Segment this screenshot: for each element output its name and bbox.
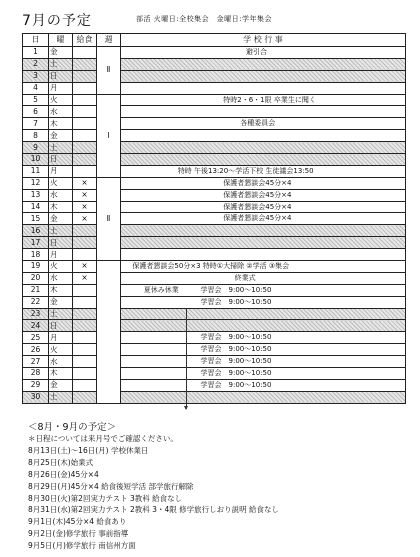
header-note: 部活 火曜日:全校集会 金曜日:学年集会 — [136, 15, 272, 23]
table-row — [23, 106, 406, 118]
weekday-cell: 火 — [49, 94, 73, 106]
week-cell — [97, 261, 121, 404]
page-title: 7月の予定 — [22, 13, 92, 29]
day-cell: 12 — [23, 177, 49, 189]
events-cell — [121, 391, 406, 403]
lunch-cell — [73, 356, 97, 368]
table-row — [23, 249, 406, 261]
table-row — [23, 177, 406, 189]
events-cell — [121, 189, 406, 201]
footer-line: 8月25日(木)始業式 — [28, 457, 94, 467]
weekday-cell: 水 — [49, 106, 73, 118]
event-text: 学習会 9:00～10:50 — [200, 333, 272, 342]
event-text: 特時2・6・1限 卒業生に聞く — [223, 95, 316, 104]
day-cell: 30 — [23, 391, 49, 403]
lunch-cell — [73, 284, 97, 296]
weekday-cell: 月 — [49, 332, 73, 344]
footer-line: 8月31日(水)第2回実力テスト 2教科 3・4限 修学旅行しおり説明 給食なし — [28, 505, 279, 515]
events-cell — [121, 177, 406, 189]
table-row — [23, 58, 406, 70]
day-cell: 29 — [23, 379, 49, 391]
weekday-cell: 土 — [49, 58, 73, 70]
weekday-cell: 水 — [49, 272, 73, 284]
table-row — [23, 47, 406, 59]
events-cell — [121, 201, 406, 213]
footer-line: 9月5日(月)修学旅行 南信州方面 — [28, 541, 136, 551]
day-cell: 2 — [23, 58, 49, 70]
event-text: 保護者懇談会45分×4 — [223, 190, 292, 199]
weekday-cell: 日 — [49, 320, 73, 332]
weekday-cell: 月 — [49, 165, 73, 177]
events-cell — [121, 368, 406, 380]
events-cell — [121, 356, 406, 368]
events-cell — [121, 225, 406, 237]
lunch-cell — [73, 82, 97, 94]
lunch-cell — [73, 106, 97, 118]
week-cell: Ⅰ — [97, 94, 121, 177]
events-cell — [121, 142, 406, 154]
table-row — [23, 391, 406, 403]
events-cell — [121, 154, 406, 166]
table-row — [23, 332, 406, 344]
lunch-cell: × — [73, 177, 97, 189]
lunch-cell — [73, 391, 97, 403]
lunch-cell — [73, 344, 97, 356]
weekday-cell: 日 — [49, 154, 73, 166]
footer-line: 8月13日(土)～16日(月) 学校休業日 — [28, 445, 149, 455]
header-week: 週 — [97, 34, 121, 47]
lunch-cell — [73, 94, 97, 106]
day-cell: 28 — [23, 368, 49, 380]
lunch-cell: × — [73, 201, 97, 213]
day-cell: 7 — [23, 118, 49, 130]
week-cell: Ⅱ — [97, 177, 121, 260]
event-text: 学習会 9:00～10:50 — [200, 345, 272, 354]
footer-line: 8月30日(火)第2回実力テスト 3教科 給食なし — [28, 493, 183, 503]
day-cell: 18 — [23, 249, 49, 261]
day-cell: 26 — [23, 344, 49, 356]
table-row — [23, 118, 406, 130]
table-row — [23, 142, 406, 154]
table-row — [23, 356, 406, 368]
table-row — [23, 344, 406, 356]
day-cell: 27 — [23, 356, 49, 368]
day-cell: 1 — [23, 47, 49, 59]
day-cell: 6 — [23, 106, 49, 118]
events-cell — [121, 272, 406, 284]
footer-title: ＜8月・9月の予定＞ — [28, 422, 117, 433]
header-day: 日 — [23, 34, 49, 47]
weekday-cell: 土 — [49, 308, 73, 320]
events-cell — [121, 94, 406, 106]
events-cell — [121, 237, 406, 249]
weekday-cell: 月 — [49, 82, 73, 94]
day-cell: 8 — [23, 130, 49, 142]
weekday-cell: 火 — [49, 261, 73, 273]
event-text: 学習会 9:00～10:50 — [200, 285, 272, 294]
day-cell: 10 — [23, 154, 49, 166]
weekday-cell: 火 — [49, 344, 73, 356]
table-row — [23, 261, 406, 273]
table-row — [23, 284, 406, 296]
weekday-cell: 木 — [49, 368, 73, 380]
lunch-cell: × — [73, 189, 97, 201]
footer-line: 9月2日(金)修学旅行 事前指導 — [28, 529, 129, 539]
weekday-cell: 金 — [49, 130, 73, 142]
header-events: 学 校 行 事 — [121, 34, 406, 47]
event-text: 学習会 9:00～10:50 — [200, 380, 272, 389]
schedule-table — [22, 33, 406, 404]
weekday-cell: 木 — [49, 284, 73, 296]
events-cell — [121, 70, 406, 82]
event-text: 保護者懇談会45分×4 — [223, 214, 292, 223]
lunch-cell — [73, 368, 97, 380]
weekday-cell: 水 — [49, 189, 73, 201]
lunch-cell — [73, 47, 97, 59]
lunch-cell — [73, 118, 97, 130]
weekday-cell: 日 — [49, 70, 73, 82]
events-cell — [121, 284, 406, 296]
event-text: 保護者懇談会45分×4 — [223, 202, 292, 211]
event-text: 保護者懇談会50分×3 特時①大掃除 ②学活 ③集会 — [132, 262, 290, 271]
events-cell — [121, 165, 406, 177]
day-cell: 13 — [23, 189, 49, 201]
event-text: 保護者懇談会45分×4 — [223, 178, 292, 187]
table-row — [23, 320, 406, 332]
event-text: 夏休み休業 — [143, 285, 179, 294]
lunch-cell — [73, 379, 97, 391]
day-cell: 3 — [23, 70, 49, 82]
table-row — [23, 201, 406, 213]
table-row — [23, 379, 406, 391]
day-cell: 20 — [23, 272, 49, 284]
event-text: 各種委員会 — [240, 119, 276, 128]
table-row — [23, 225, 406, 237]
event-text: 学習会 9:00～10:50 — [200, 297, 272, 306]
events-cell — [121, 344, 406, 356]
day-cell: 9 — [23, 142, 49, 154]
events-cell — [121, 261, 406, 273]
table-row — [23, 237, 406, 249]
lunch-cell — [73, 130, 97, 142]
weekday-cell: 土 — [49, 391, 73, 403]
table-row — [23, 130, 406, 142]
weekday-cell: 土 — [49, 142, 73, 154]
table-row — [23, 189, 406, 201]
lunch-cell — [73, 237, 97, 249]
weekday-cell: 火 — [49, 177, 73, 189]
header-lunch: 給食 — [73, 34, 97, 47]
events-cell — [121, 130, 406, 142]
weekday-cell: 水 — [49, 356, 73, 368]
lunch-cell — [73, 70, 97, 82]
day-cell: 15 — [23, 213, 49, 225]
lunch-cell — [73, 296, 97, 308]
day-cell: 24 — [23, 320, 49, 332]
footer-line: 9月1日(木)45分×4 給食あり — [28, 517, 127, 527]
weekday-cell: 木 — [49, 201, 73, 213]
events-cell — [121, 296, 406, 308]
events-cell — [121, 82, 406, 94]
table-row — [23, 154, 406, 166]
footer-line: 8月29日(月)45分×4 給食後短学活 部学旅行解除 — [28, 481, 194, 491]
day-cell: 19 — [23, 261, 49, 273]
event-text: 学習会 9:00～10:50 — [200, 369, 272, 378]
lunch-cell: × — [73, 272, 97, 284]
weekday-cell: 金 — [49, 47, 73, 59]
events-cell — [121, 320, 406, 332]
lunch-cell: × — [73, 213, 97, 225]
events-cell — [121, 379, 406, 391]
day-cell: 25 — [23, 332, 49, 344]
day-cell: 21 — [23, 284, 49, 296]
lunch-cell — [73, 225, 97, 237]
table-row — [23, 296, 406, 308]
table-row — [23, 70, 406, 82]
day-cell: 11 — [23, 165, 49, 177]
lunch-cell — [73, 308, 97, 320]
events-cell — [121, 106, 406, 118]
event-text: 特時 午後13:20～学活下校 生徒議会13:50 — [177, 166, 314, 175]
weekday-cell: 日 — [49, 237, 73, 249]
events-cell — [121, 58, 406, 70]
table-row — [23, 368, 406, 380]
event-text: 終業式 — [234, 273, 256, 282]
weekday-cell: 金 — [49, 213, 73, 225]
week-cell: Ⅱ — [97, 47, 121, 95]
event-text: 避引合 — [245, 48, 267, 56]
header-weekday: 曜 — [49, 34, 73, 47]
lunch-cell — [73, 320, 97, 332]
day-cell: 23 — [23, 308, 49, 320]
day-cell: 5 — [23, 94, 49, 106]
weekday-cell: 土 — [49, 225, 73, 237]
lunch-cell: × — [73, 261, 97, 273]
table-row — [23, 165, 406, 177]
events-cell — [121, 308, 406, 320]
day-cell: 16 — [23, 225, 49, 237]
events-cell — [121, 249, 406, 261]
day-cell: 22 — [23, 296, 49, 308]
lunch-cell — [73, 58, 97, 70]
table-row — [23, 82, 406, 94]
events-cell — [121, 332, 406, 344]
day-cell: 17 — [23, 237, 49, 249]
lunch-cell — [73, 332, 97, 344]
footer-line: 8月26日(金)45分×4 — [28, 469, 99, 479]
table-header-row — [23, 34, 406, 47]
day-cell: 14 — [23, 201, 49, 213]
table-row — [23, 308, 406, 320]
lunch-cell — [73, 154, 97, 166]
weekday-cell: 木 — [49, 118, 73, 130]
lunch-cell — [73, 142, 97, 154]
table-row — [23, 272, 406, 284]
event-text: 学習会 9:00～10:50 — [200, 357, 272, 366]
events-cell — [121, 47, 406, 59]
table-row — [23, 213, 406, 225]
events-cell — [121, 118, 406, 130]
events-cell — [121, 213, 406, 225]
weekday-cell: 金 — [49, 379, 73, 391]
day-cell: 4 — [23, 82, 49, 94]
summer-break-arrow — [186, 308, 187, 409]
weekday-cell: 月 — [49, 249, 73, 261]
footer-line: ＊日程については来月号でご確認ください。 — [28, 434, 178, 443]
lunch-cell — [73, 249, 97, 261]
lunch-cell — [73, 165, 97, 177]
table-row — [23, 94, 406, 106]
weekday-cell: 金 — [49, 296, 73, 308]
